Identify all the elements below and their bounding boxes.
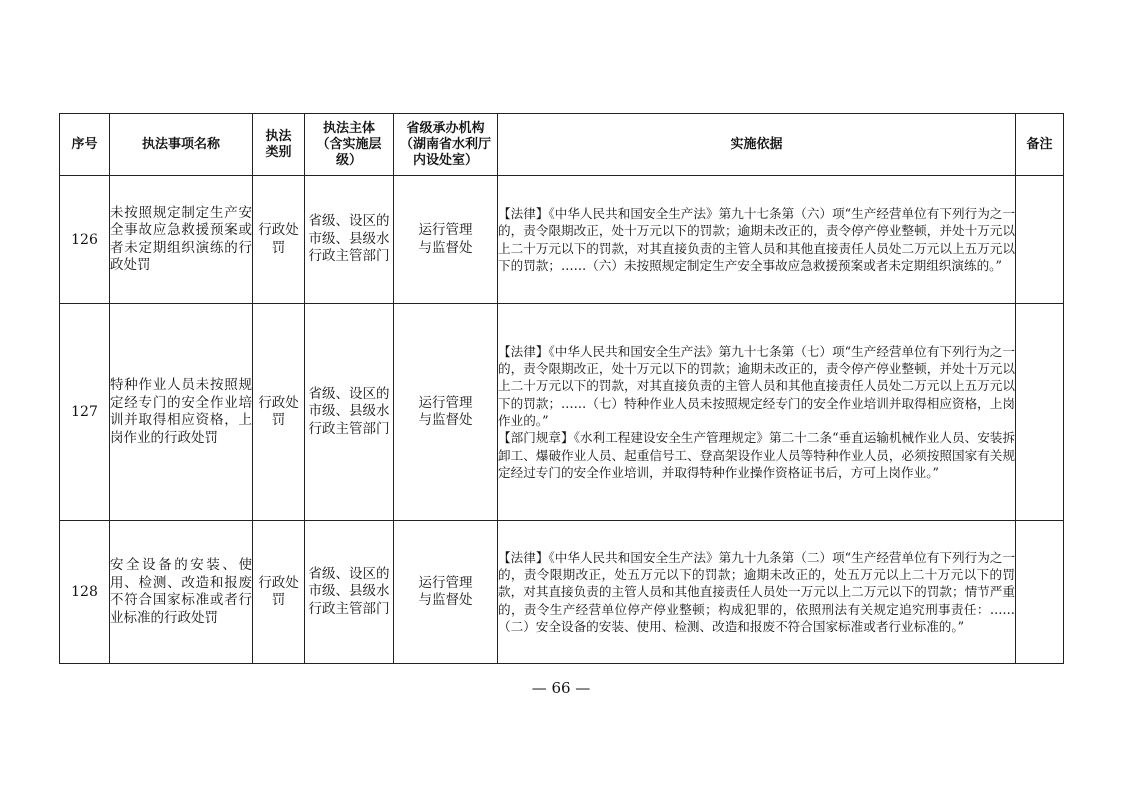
table-row: [60, 176, 1064, 304]
row-item-name: 安全设备的安装、使用、检测、改造和报废不符合国家标准或者行业标准的行政处罚: [110, 521, 253, 664]
row-seq: 127: [60, 304, 110, 521]
row-org-text: 运行管理与监督处: [418, 394, 473, 428]
header-subject: 执法主体（含实施层级）: [305, 114, 394, 176]
table-row: [60, 304, 1064, 521]
header-seq: 序号: [60, 114, 110, 176]
row-remark: [1016, 521, 1064, 664]
basis-paragraph: 【法律】《中华人民共和国安全生产法》第九十九条第（二）项“生产经营单位有下列行为之一的，责令限期改正，处五万元以下的罚款；逾期未改正的，处五万元以上二十万元以下的罚款，对其直接负责的主管人员和其他直接责任人员处一万元以上二万元以下的罚款；情节严重的，责令生产经营单位停产停业整顿；构成犯罪的，依照刑法有关规定追究刑事责任：……（二）安全设备的安装、使用、检测、改造和报废不符合国家标准或者行业标准的。”: [498, 549, 1015, 634]
row-org-text: 运行管理与监督处: [418, 222, 473, 256]
header-category: 执法类别: [253, 114, 305, 176]
header-org: 省级承办机构（湖南省水利厅内设处室）: [394, 114, 498, 176]
row-seq: 128: [60, 521, 110, 664]
row-seq: 126: [60, 176, 110, 304]
row-category: 行政处罚: [253, 176, 305, 304]
table-row: [60, 521, 1064, 664]
page-number: — 66 —: [531, 679, 591, 697]
row-org-text: 运行管理与监督处: [418, 574, 473, 608]
basis-paragraph: 【法律】《中华人民共和国安全生产法》第九十七条第（六）项“生产经营单位有下列行为之一的，责令限期改正，处十万元以下的罚款；逾期未改正的，责令停产停业整顿，并处十万元以上二十万元以下的罚款，对其直接负责的主管人员和其他直接责任人员处二万元以上五万元以下的罚款；……（六）未按照规定制定生产安全事故应急救援预案或者未定期组织演练的。”: [498, 205, 1015, 273]
row-category: 行政处罚: [253, 521, 305, 664]
header-name: 执法事项名称: [110, 114, 253, 176]
row-basis: [498, 176, 1016, 304]
table-header-row: [60, 114, 1064, 176]
basis-paragraph: 【法律】《中华人民共和国安全生产法》第九十七条第（七）项“生产经营单位有下列行为之一的，责令限期改正，处十万元以下的罚款；逾期未改正的，责令停产停业整顿，并处十万元以上二十万元以下的罚款，对其直接负责的主管人员和其他直接责任人员处二万元以上五万元以下的罚款；……（七）特种作业人员未按照规定经专门的安全作业培训并取得相应资格，上岗作业的。”: [498, 343, 1015, 428]
row-remark: [1016, 304, 1064, 521]
enforcement-items-table: [59, 113, 1064, 664]
row-basis: [498, 304, 1016, 521]
row-org: [394, 176, 498, 304]
basis-paragraph: 【部门规章】《水利工程建设安全生产管理规定》第二十二条“垂直运输机械作业人员、安装拆卸工、爆破作业人员、起重信号工、登高架设作业人员等特种作业人员，必须按照国家有关规定经过专门的安全作业培训，并取得特种作业操作资格证书后，方可上岗作业。”: [498, 430, 1015, 480]
row-category: 行政处罚: [253, 304, 305, 521]
row-subject: 省级、设区的市级、县级水行政主管部门: [305, 304, 394, 521]
row-remark: [1016, 176, 1064, 304]
row-subject: 省级、设区的市级、县级水行政主管部门: [305, 521, 394, 664]
header-remark: 备注: [1016, 114, 1064, 176]
row-org: [394, 521, 498, 664]
header-basis: 实施依据: [498, 114, 1016, 176]
row-subject: 省级、设区的市级、县级水行政主管部门: [305, 176, 394, 304]
row-basis: [498, 521, 1016, 664]
row-item-name: 特种作业人员未按照规定经专门的安全作业培训并取得相应资格，上岗作业的行政处罚: [110, 304, 253, 521]
row-item-name: 未按照规定制定生产安全事故应急救援预案或者未定期组织演练的行政处罚: [110, 176, 253, 304]
row-org: [394, 304, 498, 521]
